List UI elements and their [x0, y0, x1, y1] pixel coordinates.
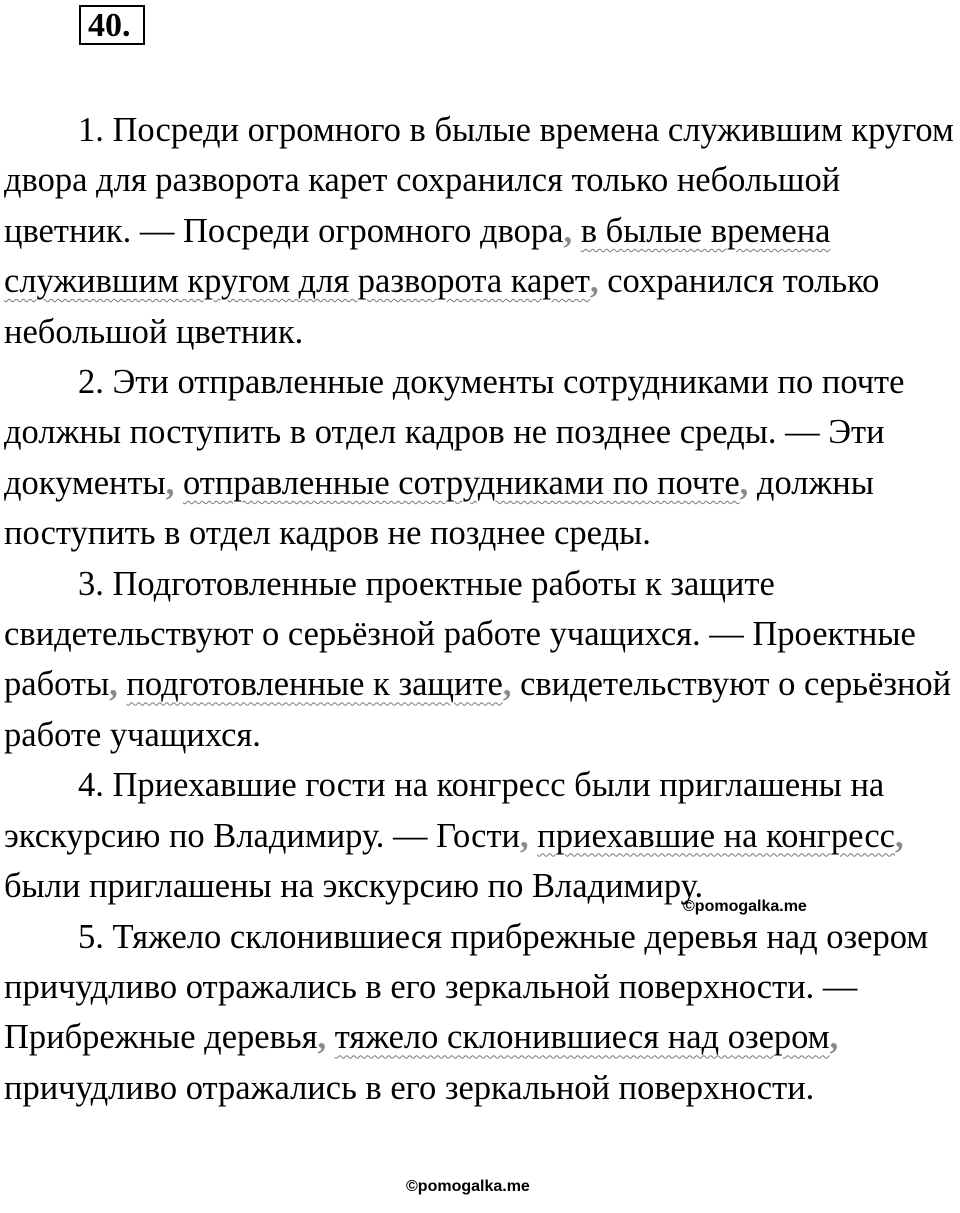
original-sentence: Посреди огромного в былые времена служившим кругом двора для разворота карет сохранился только небольшой цветник. — [4, 111, 954, 250]
corrected-after: были приглашены на экскурсию по Владимиру. — [4, 867, 704, 906]
comma-mark: , — [165, 463, 175, 502]
participial-phrase: отправленные сотрудниками по почте — [183, 463, 740, 502]
sentence-item — [4, 559, 960, 761]
corrected-after: свидетельствуют о серьёзной работе учащихся. — [4, 665, 952, 754]
corrected-after: должны поступить в отдел кадров не позднее среды. — [4, 463, 874, 553]
watermark: ©pomogalka.me — [406, 1178, 530, 1195]
dash: — — [822, 967, 858, 1006]
corrected-before: Гости — [436, 816, 521, 855]
item-number: 2. — [78, 363, 104, 402]
participial-phrase: приехавшие на конгресс — [537, 816, 895, 855]
corrected-before: Эти документы — [4, 413, 885, 502]
participial-phrase: тяжело склонившиеся над озером — [334, 1018, 830, 1057]
watermark: ©pomogalka.me — [683, 898, 807, 915]
dash: — — [393, 816, 428, 855]
sentence-item — [4, 912, 960, 1114]
exercise-text — [4, 105, 960, 1113]
corrected-before: Прибрежные деревья — [4, 1018, 318, 1057]
participial-phrase: в былые времена служившим кругом для разворота карет — [4, 211, 831, 301]
original-sentence: Тяжело склонившиеся прибрежные деревья над озером причудливо отражались в его зеркальной поверхности. — [4, 917, 929, 1006]
comma-mark: , — [317, 1018, 327, 1057]
item-number: 4. — [78, 766, 104, 805]
item-number: 3. — [78, 564, 104, 603]
comma-mark: , — [520, 816, 529, 855]
dash: — — [709, 615, 744, 654]
original-sentence: Подготовленные проектные работы к защите свидетельствуют о серьёзной работе учащихся. — [4, 564, 775, 654]
exercise-number: 40. — [79, 5, 145, 45]
original-sentence: Приехавшие гости на конгресс были приглашены на экскурсию по Владимиру. — [4, 766, 885, 855]
item-number: 1. — [78, 111, 104, 149]
sentence-item — [4, 357, 960, 559]
corrected-after: причудливо отражались в его зеркальной поверхности. — [4, 1068, 815, 1107]
corrected-before: Проектные работы — [4, 615, 916, 704]
sentence-item — [4, 760, 960, 911]
dash: — — [139, 211, 175, 250]
sentence-item — [4, 105, 960, 357]
dash: — — [785, 413, 820, 452]
comma-mark: , — [563, 211, 573, 250]
comma-mark: , — [502, 665, 512, 704]
comma-mark: , — [894, 816, 904, 855]
corrected-before: Посреди огромного двора — [183, 211, 564, 250]
original-sentence: Эти отправленные документы сотрудниками по почте должны поступить в отдел кадров не позднее среды. — [4, 363, 905, 452]
comma-mark: , — [829, 1018, 839, 1057]
corrected-after: сохранился только небольшой цветник. — [4, 262, 880, 351]
participial-phrase: подготовленные к защите — [126, 665, 503, 704]
comma-mark: , — [739, 463, 749, 502]
item-number: 5. — [78, 917, 104, 956]
comma-mark: , — [589, 262, 599, 301]
comma-mark: , — [109, 665, 118, 704]
